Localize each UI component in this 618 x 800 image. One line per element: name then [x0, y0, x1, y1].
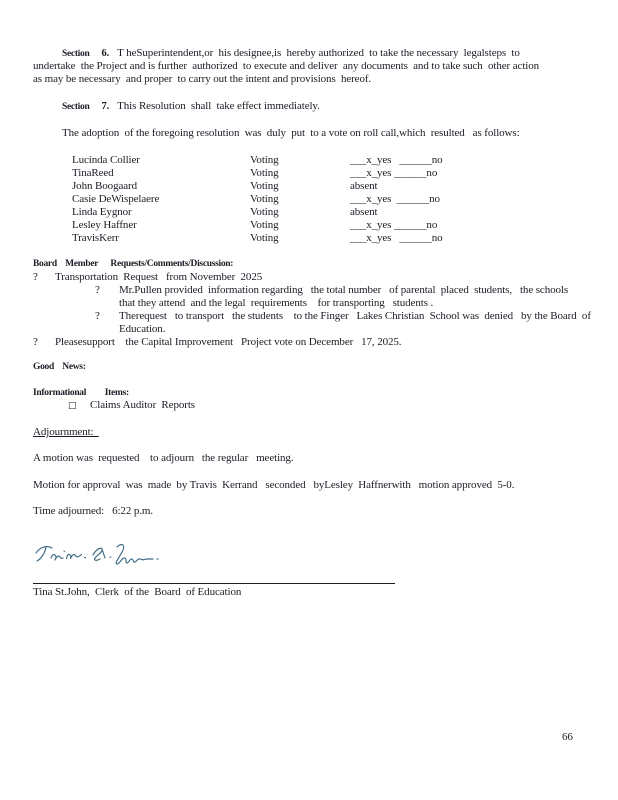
bullet-glyph: ?: [95, 310, 100, 322]
member-name: Lesley Haffner: [72, 219, 137, 231]
request-item: Transportation Request from November 2025: [55, 271, 263, 283]
section-6-line-1: [62, 47, 520, 61]
vote-result: ___x_yes ______no: [350, 219, 438, 231]
member-name: TinaReed: [72, 167, 114, 179]
vote-result: ___x_yes ______no: [350, 232, 443, 244]
section-7-text: This Resolution shall take effect immediately.: [117, 100, 320, 112]
member-name: Casie DeWispelaere: [72, 193, 160, 205]
board-requests-heading: Board Member Requests/Comments/Discussion:: [33, 259, 234, 269]
request-item: Pleasesupport the Capital Improvement Project vote on December 17, 2025.: [55, 336, 402, 348]
vote-action: Voting: [250, 154, 279, 166]
member-name: TravisKerr: [72, 232, 119, 244]
bullet-glyph: ?: [33, 336, 38, 348]
informational-item: Claims Auditor Reports: [90, 399, 195, 411]
vote-action: Voting: [250, 167, 279, 179]
signature-handwriting: [33, 538, 183, 576]
vote-action: Voting: [250, 206, 279, 218]
section-6-line-3: as may be necessary and proper to carry out the intent and provisions hereof.: [33, 73, 372, 85]
section-6-number: 6.: [101, 48, 110, 59]
good-news-heading: Good News:: [33, 362, 86, 372]
roll-call-row: [72, 232, 598, 245]
vote-result: ___x_yes ______no: [350, 154, 443, 166]
section-7-number: 7.: [101, 101, 110, 112]
section-6-text-1: T heSuperintendent,or his designee,is hereby authorized to take the necessary legalsteps to: [117, 47, 520, 59]
roll-call-row: [72, 154, 598, 167]
member-name: Lucinda Collier: [72, 154, 140, 166]
request-subitem-line: Therequest to transport the students to the Finger Lakes Christian School was denied by the Board of: [119, 310, 591, 322]
roll-call-row: [72, 167, 598, 180]
section-6-label: Section: [62, 49, 90, 59]
bullet-glyph: ?: [95, 284, 100, 296]
member-name: Linda Eygnor: [72, 206, 132, 218]
section-6-line-2: undertake the Project and is further authorized to execute and deliver any documents and to take such other action: [33, 60, 540, 72]
adoption-line: The adoption of the foregoing resolution was duly put to a vote on roll call,which resulted as follows:: [62, 127, 520, 139]
box-bullet-glyph: □: [68, 401, 77, 411]
member-name: John Boogaard: [72, 180, 137, 192]
vote-action: Voting: [250, 219, 279, 231]
roll-call-row: [72, 219, 598, 232]
adjournment-time-line: Time adjourned: 6:22 p.m.: [33, 505, 154, 517]
request-subitem-line: Education.: [119, 323, 166, 335]
vote-result: absent: [350, 206, 378, 218]
vote-result: ___x_yes ______no: [350, 193, 440, 205]
request-subitem-line: that they attend and the legal requirements for transporting students .: [119, 297, 434, 309]
roll-call-row: [72, 206, 598, 219]
roll-call-row: [72, 193, 598, 206]
vote-result: absent: [350, 180, 378, 192]
request-subitem-line: Mr.Pullen provided information regarding the total number of parental placed students, the schools: [119, 284, 569, 296]
vote-action: Voting: [250, 232, 279, 244]
section-7-line: [62, 100, 320, 114]
bullet-glyph: ?: [33, 271, 38, 283]
signature-line: [33, 583, 395, 584]
page-number: 66: [562, 731, 573, 743]
vote-action: Voting: [250, 193, 279, 205]
informational-heading: Informational Items:: [33, 388, 129, 398]
vote-action: Voting: [250, 180, 279, 192]
roll-call-row: [72, 180, 598, 193]
adjournment-heading: Adjournment:: [33, 426, 99, 438]
signature-caption: Tina St.John, Clerk of the Board of Education: [33, 586, 242, 598]
adjournment-approval-line: Motion for approval was made by Travis Kerrand seconded byLesley Haffnerwith motion approved 5-0.: [33, 479, 515, 491]
vote-result: ___x_yes ______no: [350, 167, 438, 179]
adjournment-motion-line: A motion was requested to adjourn the regular meeting.: [33, 452, 294, 464]
section-7-label: Section: [62, 102, 90, 112]
